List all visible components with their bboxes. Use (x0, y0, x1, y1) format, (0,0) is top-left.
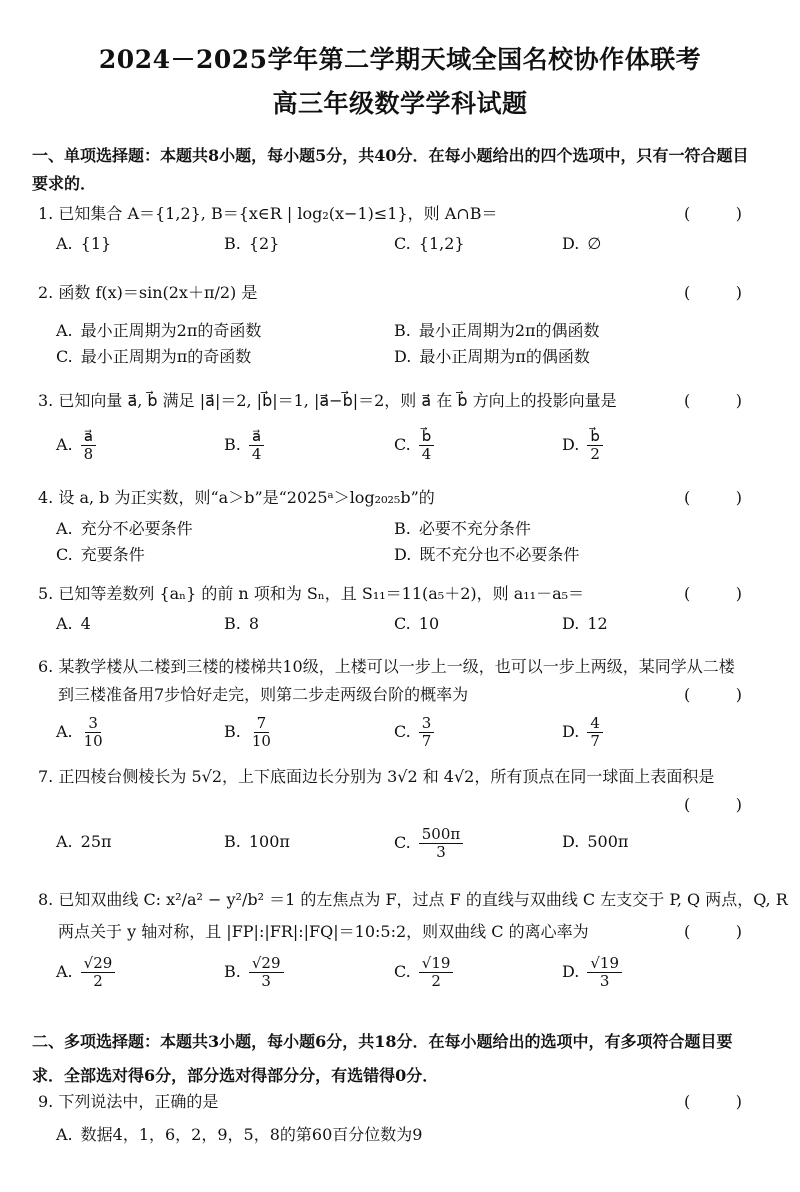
section2-line2: 求．全部选对得6分，部分选对得部分分，有选错得0分． (32, 1066, 439, 1085)
question-6 (38, 655, 772, 707)
option-8c: C. $\frac{√19}{2}$ (394, 955, 453, 991)
option-5a: A. 4 (56, 614, 91, 633)
question-4 (38, 486, 772, 510)
option-8d: D. $\frac{√19}{3}$ (562, 955, 622, 991)
question-9 (38, 1090, 772, 1114)
section2-line1: 二、多项选择题：本题共3小题，每小题6分，共18分．在每小题给出的选项中，有多项符合题目要 (32, 1032, 733, 1051)
option-2a: A. 最小正周期为2π的奇函数 (56, 321, 262, 340)
option-4c: C. 充要条件 (56, 545, 145, 564)
question-8 (38, 888, 788, 944)
answer-bracket-1: ( ) (684, 204, 742, 223)
question-9-stem: 9. 下列说法中，正确的是 (38, 1092, 219, 1111)
option-7a: A. 25π (56, 832, 112, 851)
section2-heading (32, 1028, 772, 1090)
option-9a: A. 数据4，1，6，2，9，5，8的第60百分位数为9 (56, 1125, 423, 1144)
option-5d: D. 12 (562, 614, 608, 633)
answer-bracket-5: ( ) (684, 584, 742, 603)
option-6d: D. $\frac{4}{7}$ (562, 715, 603, 751)
answer-bracket-3: ( ) (684, 391, 742, 410)
answer-bracket-9: ( ) (684, 1092, 742, 1111)
option-5b: B. 8 (224, 614, 260, 633)
option-7c: C. $\frac{500\pi}{3}$ (394, 826, 463, 862)
option-1c: C. {1,2} (394, 234, 465, 253)
exam-title-line1: 2024－2025学年第二学期天域全国名校协作体联考 (98, 45, 702, 74)
question-8-options (56, 955, 756, 995)
question-6-stem: 6. 某教学楼从二楼到三楼的楼梯共10级，上楼可以一步上一级，也可以一步上两级，某同学从二楼 (38, 657, 735, 676)
question-7 (38, 765, 772, 814)
question-6-options (56, 715, 756, 755)
option-4b: B. 必要不充分条件 (394, 519, 531, 538)
answer-bracket-4: ( ) (684, 488, 742, 507)
section1-line2: 要求的． (32, 174, 97, 193)
question-1-options (56, 234, 756, 264)
question-1 (38, 202, 772, 226)
option-7b: B. 100π (224, 832, 290, 851)
option-6a: A. $\frac{3}{10}$ (56, 714, 103, 751)
question-7-options (56, 826, 756, 866)
section1-line1: 一、单项选择题：本题共8小题，每小题5分，共40分．在每小题给出的四个选项中，只有一符合题目 (32, 146, 749, 165)
question-1-stem: 1. 已知集合 A＝{1,2}, B＝{x∈R | log₂(x−1)≤1}，则 A∩B＝ (38, 204, 498, 223)
option-4a: A. 充分不必要条件 (56, 519, 193, 538)
answer-bracket-8: ( ) (684, 922, 742, 941)
question-5-stem: 5. 已知等差数列 {aₙ} 的前 n 项和为 Sₙ，且 S₁₁＝11(a₅＋2)，则 a₁₁－a₅＝ (38, 584, 585, 603)
option-3c: C. $\frac{b⃗}{4}$ (394, 428, 434, 464)
answer-bracket-7: ( ) (684, 795, 742, 814)
option-5c: C. 10 (394, 614, 440, 633)
question-7-stem: 7. 正四棱台侧棱长为 5√2，上下底面边长分别为 3√2 和 4√2，所有顶点在同一球面上表面积是 (38, 767, 715, 786)
question-4-options (56, 516, 756, 568)
option-1b: B. {2} (224, 234, 280, 253)
option-1d: D. ∅ (562, 234, 602, 253)
option-6c: C. $\frac{3}{7}$ (394, 715, 434, 751)
option-6b: B. $\frac{7}{10}$ (224, 714, 271, 751)
question-2-stem: 2. 函数 f(x)＝sin(2x＋π/2) 是 (38, 283, 258, 302)
answer-bracket-2: ( ) (684, 283, 742, 302)
question-3 (38, 389, 772, 413)
option-3a: A. $\frac{a⃗}{8}$ (56, 428, 96, 464)
exam-title-line2: 高三年级数学学科试题 (272, 89, 528, 118)
option-3b: B. $\frac{a⃗}{4}$ (224, 428, 264, 464)
option-3d: D. $\frac{b⃗}{2}$ (562, 428, 603, 464)
question-3-stem: 3. 已知向量 a⃗, b⃗ 满足 |a⃗|＝2, |b⃗|＝1, |a⃗−b⃗|＝2，则 a⃗ 在 b⃗ 方向上的投影向量是 (38, 391, 617, 410)
answer-bracket-6: ( ) (684, 685, 742, 704)
question-8-stem: 8. 已知双曲线 C: x²/a² − y²/b² ＝1 的左焦点为 F，过点 F 的直线与双曲线 C 左支交于 P, Q 两点，Q, R (38, 890, 788, 909)
question-6-stem-cont: 到三楼准备用7步恰好走完，则第二步走两级台阶的概率为 (58, 685, 469, 704)
question-4-stem: 4. 设 a, b 为正实数，则“a＞b”是“2025ᵃ＞log₂₀₂₅b”的 (38, 488, 435, 507)
question-5-options (56, 614, 756, 644)
option-8b: B. $\frac{√29}{3}$ (224, 955, 284, 991)
section1-heading (32, 142, 772, 198)
option-4d: D. 既不充分也不必要条件 (394, 545, 580, 564)
question-8-stem-cont: 两点关于 y 轴对称，且 |FP|:|FR|:|FQ|＝10:5:2，则双曲线 C 的离心率为 (58, 922, 589, 941)
option-2b: B. 最小正周期为2π的偶函数 (394, 321, 600, 340)
option-2d: D. 最小正周期为π的偶函数 (394, 347, 590, 366)
question-2 (38, 281, 772, 305)
option-2c: C. 最小正周期为π的奇函数 (56, 347, 252, 366)
question-2-options (56, 318, 756, 370)
question-5 (38, 582, 772, 606)
question-3-options (56, 428, 756, 468)
option-1a: A. {1} (56, 234, 112, 253)
question-9-options (56, 1122, 756, 1152)
option-8a: A. $\frac{√29}{2}$ (56, 955, 115, 991)
option-7d: D. 500π (562, 832, 629, 851)
